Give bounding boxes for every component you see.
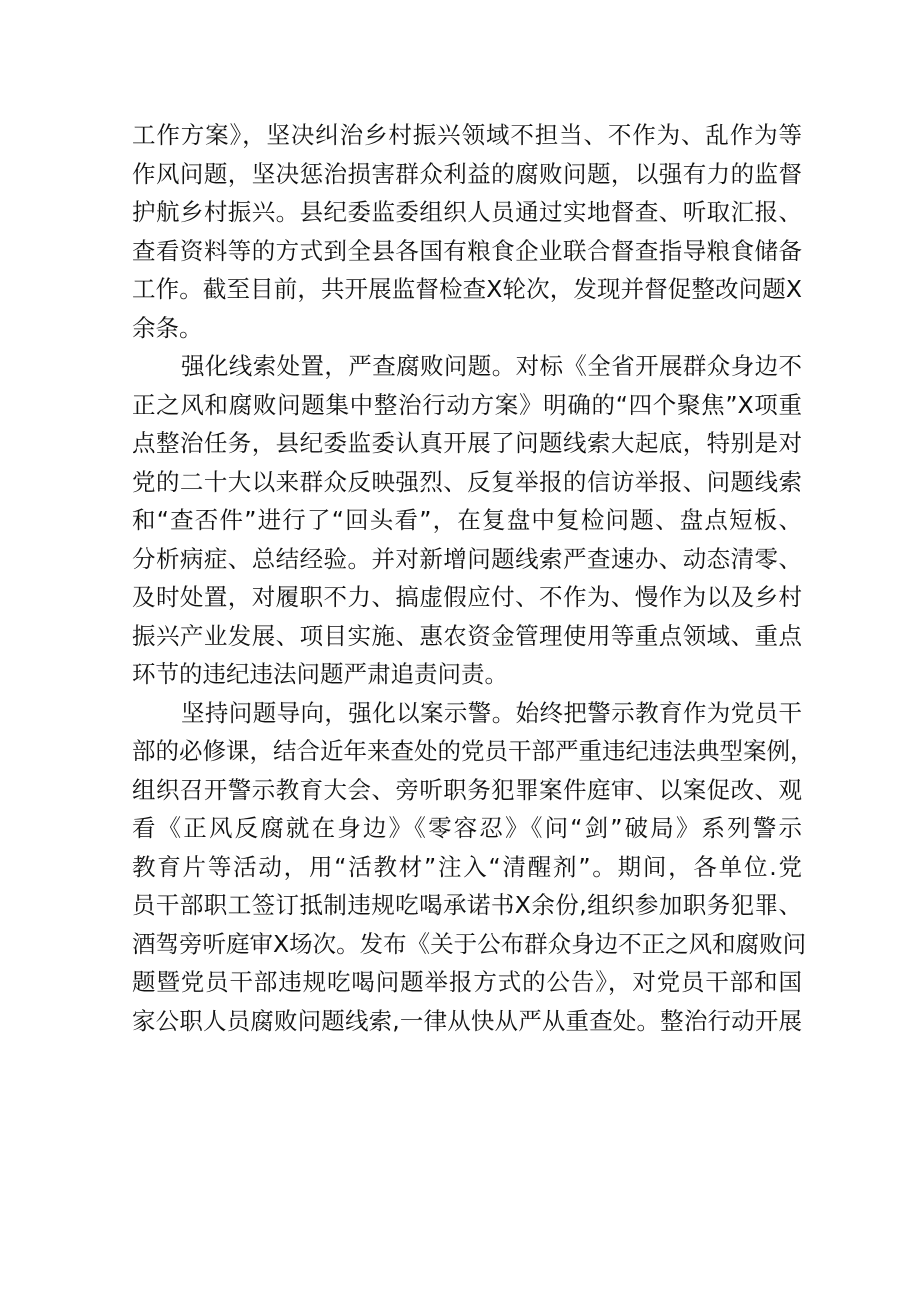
text-line: 及时处置，对履职不力、搞虚假应付、不作为、慢作为以及乡村 xyxy=(132,583,802,611)
paragraph-3 xyxy=(132,694,814,1041)
text-line: 强化线索处置，严查腐败问题。对标《全省开展群众身边不 xyxy=(181,352,802,380)
text-line: 党的二十大以来群众反映强烈、反复举报的信访举报、问题线索 xyxy=(132,467,802,496)
paragraph-2 xyxy=(132,347,802,694)
text-line: 部的必修课，结合近年来查处的党员干部严重违纪违法典型案例， xyxy=(132,737,814,765)
text-line: 教育片等活动，用“活教材”注入“清醒剂”。期间，各单位.党 xyxy=(132,852,802,881)
text-line: 正之风和腐败问题集中整治行动方案》明确的“四个聚焦”X项重 xyxy=(132,390,802,419)
text-line: 环节的违纪违法问题严肃追责问责。 xyxy=(132,660,508,688)
text-line: 护航乡村振兴。县纪委监委组织人员通过实地督查、听取汇报、 xyxy=(132,198,802,226)
text-line: 和“查否件”进行了“回头看”，在复盘中复检问题、盘点短板、 xyxy=(132,506,802,534)
text-line: 工作。截至目前，共开展监督检查X轮次，发现并督促整改问题X xyxy=(132,275,802,303)
text-line: 振兴产业发展、项目实施、惠农资金管理使用等重点领域、重点 xyxy=(132,621,802,650)
text-line: 余条。 xyxy=(132,313,203,342)
text-line: 作风问题，坚决惩治损害群众利益的腐败问题，以强有力的监督 xyxy=(132,159,802,188)
text-line: 查看资料等的方式到全县各国有粮食企业联合督查指导粮食储备 xyxy=(132,236,802,265)
text-line: 酒驾旁听庭审X场次。发布《关于公布群众身边不正之风和腐败问 xyxy=(132,929,807,958)
text-line: 家公职人员腐败问题线索,一律从快从严从重查处。整治行动开展 xyxy=(132,1006,802,1035)
body-text xyxy=(132,116,814,1040)
text-line: 分析病症、总结经验。并对新增问题线索严查速办、动态清零、 xyxy=(132,544,802,573)
paragraph-1 xyxy=(132,116,802,347)
text-line: 坚持问题导向，强化以案示警。始终把警示教育作为党员干 xyxy=(181,698,802,727)
text-line: 组织召开警示教育大会、旁听职务犯罪案件庭审、以案促改、观 xyxy=(132,775,802,804)
text-line: 题暨党员干部违规吃喝问题举报方式的公告》，对党员干部和国 xyxy=(132,968,802,996)
text-line: 工作方案》，坚决纠治乡村振兴领域不担当、不作为、乱作为等 xyxy=(132,121,802,149)
text-line: 看《正风反腐就在身边》《零容忍》《问“剑”破局》系列警示 xyxy=(132,814,802,842)
text-line: 点整治任务，县纪委监委认真开展了问题线索大起底，特别是对 xyxy=(132,429,802,457)
text-line: 员干部职工签订抵制违规吃喝承诺书X余份,组织参加职务犯罪、 xyxy=(132,891,802,919)
